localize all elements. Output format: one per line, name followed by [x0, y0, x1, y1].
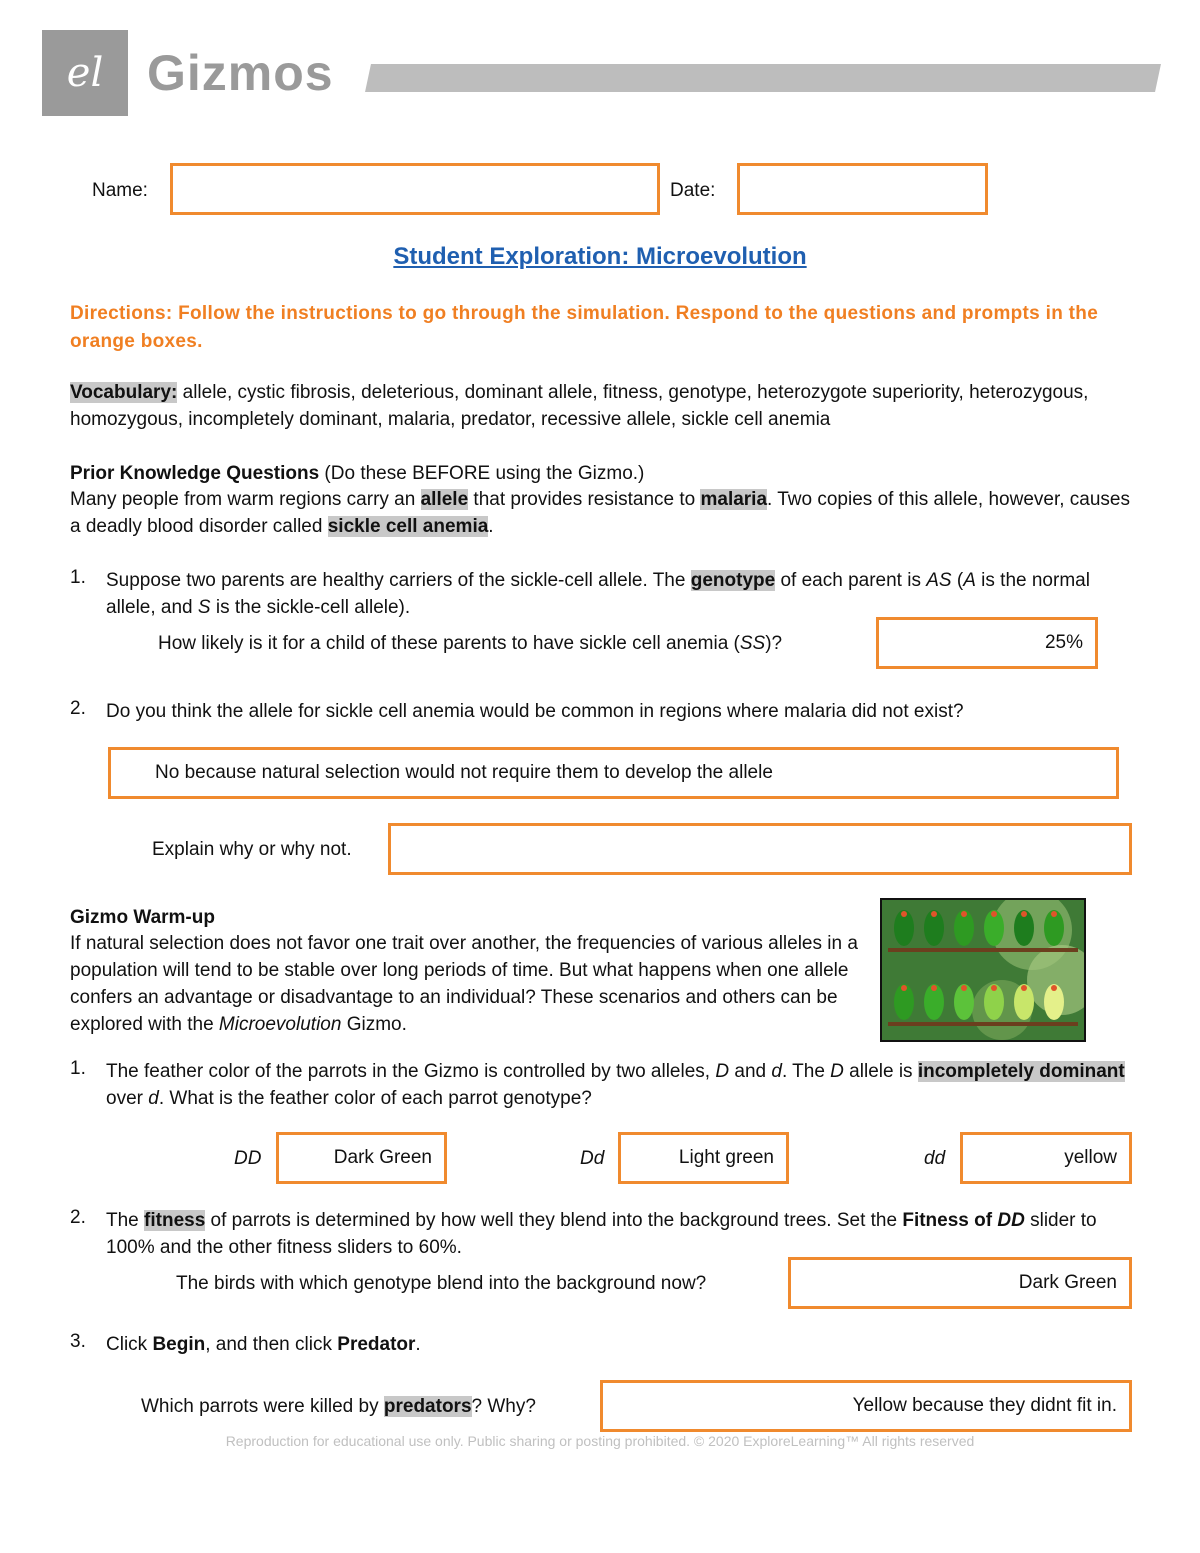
genotype-DD-label: DD	[234, 1148, 262, 1169]
question-number: 3.	[70, 1331, 86, 1352]
parrot-icon	[882, 900, 1084, 1040]
question-number: 2.	[70, 1207, 86, 1228]
warmup-question-1: The feather color of the parrots in the Gizmo is controlled by two alleles, D and d. The D allele is incompletely dominant over d. What is the feather color of each parrot genotype?	[106, 1061, 1125, 1109]
name-field[interactable]	[170, 163, 660, 215]
prior-question-1: Suppose two parents are healthy carriers of the sickle-cell allele. The genotype of each parent is AS (A is the normal allele, and S is the sickle-cell allele).	[106, 570, 1090, 618]
warmup-question-3-answer[interactable]: Yellow because they didnt fit in.	[600, 1380, 1132, 1432]
prior-question-2-answer[interactable]: No because natural selection would not require them to develop the allele	[108, 747, 1119, 799]
warmup-question-3-prompt: Which parrots were killed by predators? Why?	[141, 1396, 536, 1417]
prior-knowledge-text: Many people from warm regions carry an allele that provides resistance to malaria. Two copies of this allele, however, causes a deadly blood disorder called sickle cell anemia.	[70, 489, 1130, 537]
date-field[interactable]	[737, 163, 988, 215]
vocabulary: Vocabulary: allele, cystic fibrosis, deleterious, dominant allele, fitness, genotype, heterozygote superiority, heterozygous, homozygous, incompletely dominant, malaria, predator, recessive allele, sickle cell anemia	[70, 382, 1089, 430]
prior-question-1-prompt: How likely is it for a child of these parents to have sickle cell anemia (SS)?	[158, 633, 783, 654]
explain-label: Explain why or why not.	[152, 839, 352, 860]
vocabulary-label: Vocabulary:	[70, 382, 178, 403]
date-label: Date:	[670, 180, 716, 201]
explorelearning-logo: el	[42, 30, 128, 116]
brand-name: Gizmos	[147, 45, 334, 101]
prior-knowledge-heading: Prior Knowledge Questions (Do these BEFORE using the Gizmo.)	[70, 463, 645, 484]
warmup-question-2-answer[interactable]: Dark Green	[788, 1257, 1132, 1309]
warmup-text: If natural selection does not favor one trait over another, the frequencies of various alleles in a population will tend to be stable over long periods of time. But what happens when one allele confers an advantage or disadvantage to an individual? These scenarios and others can be explored with the Microevolution Gizmo.	[70, 933, 858, 1035]
warmup-heading: Gizmo Warm-up	[70, 907, 215, 928]
copyright-footer: Reproduction for educational use only. Public sharing or posting prohibited. © 2020 ExploreLearning™ All rights reserved	[225, 1433, 975, 1449]
warmup-question-2: The fitness of parrots is determined by how well they blend into the background trees. Set the Fitness of DD slider to 100% and the other fitness sliders to 60%.	[106, 1210, 1097, 1258]
question-number: 2.	[70, 698, 86, 719]
question-number: 1.	[70, 1058, 86, 1079]
prior-question-1-answer[interactable]: 25%	[876, 617, 1098, 669]
warmup-question-3: Click Begin, and then click Predator.	[106, 1334, 421, 1355]
genotype-Dd-label: Dd	[580, 1148, 605, 1169]
directions: Directions: Follow the instructions to go through the simulation. Respond to the questions and prompts in the orange boxes.	[70, 303, 1099, 352]
genotype-dd-answer[interactable]: yellow	[960, 1132, 1132, 1184]
genotype-Dd-answer[interactable]: Light green	[618, 1132, 789, 1184]
name-label: Name:	[92, 180, 148, 201]
question-number: 1.	[70, 567, 86, 588]
parrot-population-image	[880, 898, 1086, 1042]
page-title: Student Exploration: Microevolution	[393, 243, 807, 270]
explain-answer[interactable]	[388, 823, 1132, 875]
prior-question-2: Do you think the allele for sickle cell anemia would be common in regions where malaria did not exist?	[106, 701, 964, 722]
genotype-dd-label: dd	[924, 1148, 946, 1169]
header-bar	[365, 64, 1161, 92]
warmup-question-2-prompt: The birds with which genotype blend into the background now?	[176, 1273, 707, 1294]
genotype-DD-answer[interactable]: Dark Green	[276, 1132, 447, 1184]
